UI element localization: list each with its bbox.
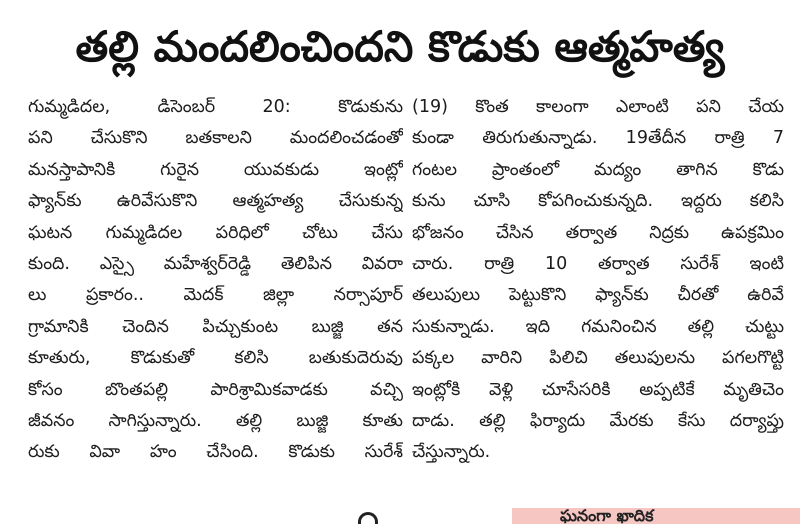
- body-line: చేస్తున్నారు.: [412, 442, 491, 463]
- body-line: చారు. రాత్రి 10 తర్వాత సురేశ్ ఇంటి: [412, 253, 784, 274]
- cropped-glyph: [358, 512, 378, 524]
- body-line: ఇంట్లోకి వెళ్లి చూసేసరికి అప్పటికే మృతిచెం: [412, 379, 784, 400]
- body-line: జీవనం సాగిస్తున్నారు. తల్లి బుజ్జి కూతు: [28, 410, 403, 431]
- body-line: రుకు వివా హం చేసింది. కొడుకు సురేశ్: [28, 442, 403, 463]
- body-line: గ్రామానికి చెందిన పిచ్చుకుంట బుజ్జి తన: [28, 316, 403, 337]
- body-line: కును చూసి కోపగించుకున్నది. ఇద్దరు కలిసి: [412, 191, 784, 212]
- article-headline: తల్లి మందలించిందని కొడుకు ఆత్మహత్య: [75, 22, 725, 71]
- body-line: భోజనం చేసిన తర్వాత నిద్రకు ఉపక్రమిం: [412, 222, 784, 243]
- article-column-right: [412, 92, 784, 469]
- body-line: దాడు. తల్లి ఫిర్యాదు మేరకు కేసు దర్యాప్తు: [412, 410, 784, 431]
- body-line: పక్కల వారిని పిలిచి తలుపులను పగలగొట్టి: [412, 348, 784, 369]
- next-article-banner: [512, 508, 800, 524]
- body-line: లు ప్రకారం.. మెదక్ జిల్లా నర్సాపూర్: [28, 285, 403, 306]
- body-line: పని చేసుకొని బతకాలని మందలించడంతో: [28, 128, 403, 149]
- body-line: తలుపులు పెట్టుకొని ఫ్యాన్‌కు చీరతో ఉరివే: [412, 285, 784, 306]
- body-line: గుమ్మడిదల, డిసెంబర్ 20: కొడుకును: [28, 97, 403, 117]
- next-article-heading: ఘనంగా ఖాదిక: [560, 506, 654, 525]
- body-line: ఫ్యాన్‌కు ఉరివేసుకొని ఆత్మహత్య చేసుకున్న: [28, 191, 403, 212]
- body-line: మనస్తాపానికి గురైన యువకుడు ఇంట్లో: [28, 159, 403, 180]
- body-line: కుంది. ఎస్సై మహేశ్వర్‌రెడ్డి తెలిపిన వివరా: [28, 253, 403, 274]
- body-line: (19) కొంత కాలంగా ఎలాంటి పని చేయ: [412, 97, 784, 117]
- body-line: ఘటన గుమ్మడిదల పరిధిలో చోటు చేసు: [28, 222, 403, 243]
- article-column-left: [28, 92, 403, 469]
- body-line: గంటల ప్రాంతంలో మద్యం తాగిన కొడు: [412, 159, 784, 180]
- body-line: కూతురు, కొడుకుతో కలిసి బతుకుదెరువు: [28, 348, 403, 369]
- body-line: సుకున్నాడు. ఇది గమనించిన తల్లి చుట్టు: [412, 316, 784, 337]
- body-line: కుండా తిరుగుతున్నాడు. 19తేదీన రాత్రి 7: [412, 128, 784, 149]
- body-line: కోసం బొంతపల్లి పారిశ్రామికవాడకు వచ్చి: [28, 379, 403, 400]
